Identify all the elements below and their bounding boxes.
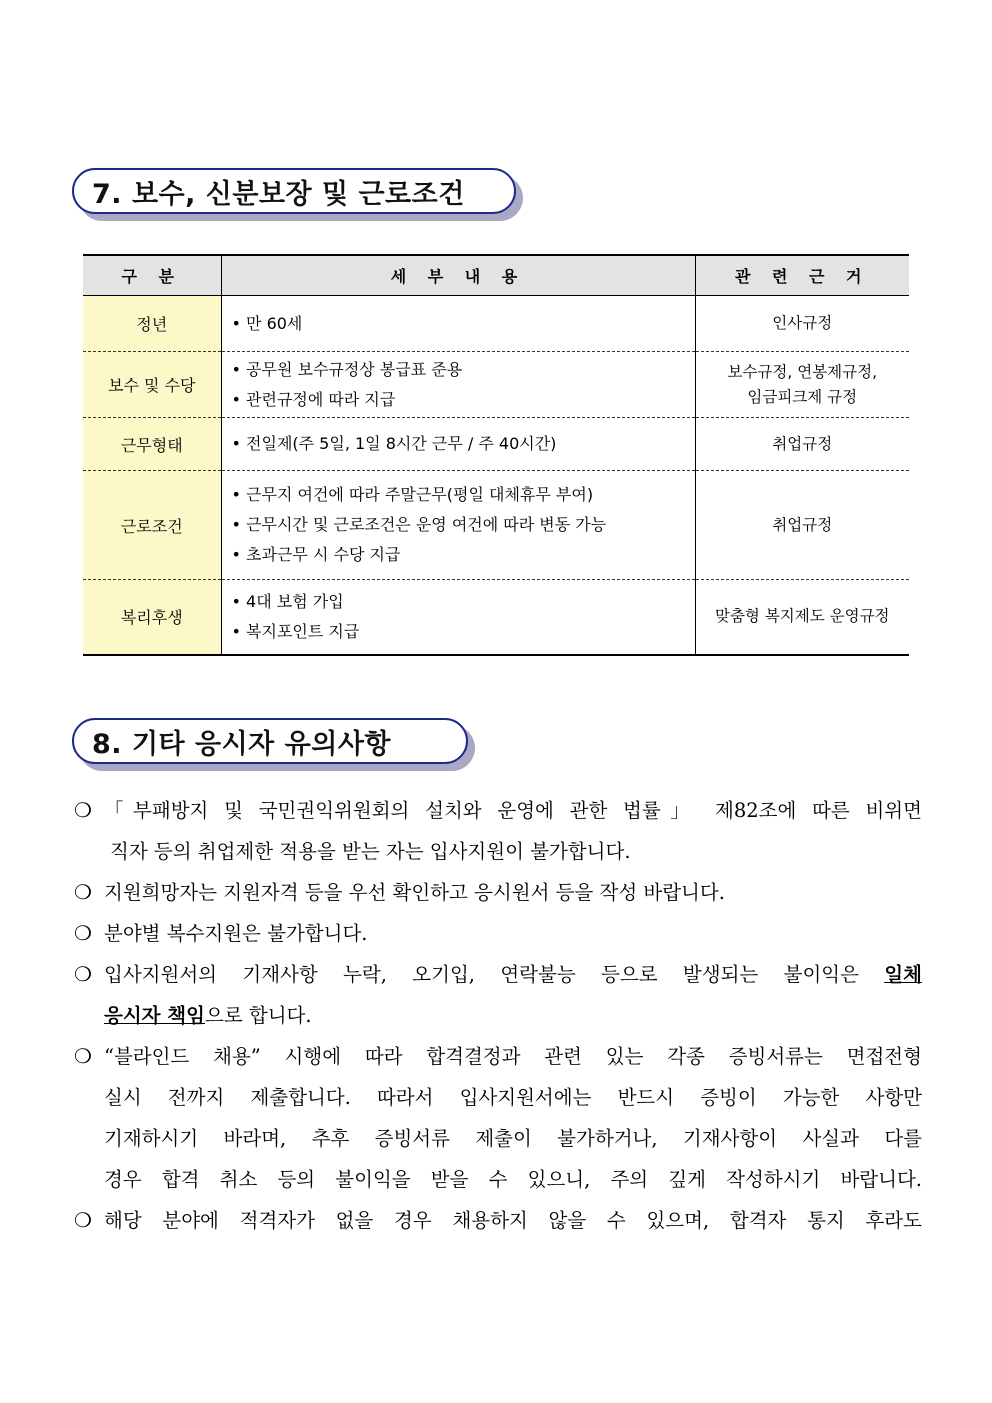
- note-text-emphasis: 응시자 책임: [104, 1004, 205, 1027]
- reference-line: 취업규정: [772, 434, 833, 453]
- detail-line: • 근무지 여건에 따라 주말근무(평일 대체휴무 부여): [232, 480, 694, 510]
- note-line: 지원희망자는 지원자격 등을 우선 확인하고 응시원서 등을 작성 바랍니다.: [104, 881, 725, 904]
- detail-line: • 초과근무 시 수당 지급: [232, 540, 694, 570]
- note-line: 기재하시기 바라며, 추후 증빙서류 제출이 불가하거나, 기재사항이 사실과 다를: [104, 1127, 922, 1150]
- reference-line: 인사규정: [772, 314, 833, 332]
- note-text-emphasis: 일체: [884, 963, 922, 986]
- conditions-table: [83, 254, 909, 656]
- list-item: [74, 913, 922, 954]
- note-line: [104, 995, 922, 1036]
- table-row: [83, 296, 909, 352]
- list-item: [74, 872, 922, 913]
- row-reference: [695, 352, 909, 418]
- note-line: 직자 등의 취업제한 적용을 받는 자는 입사지원이 불가합니다.: [110, 840, 631, 863]
- table-row: [83, 471, 909, 580]
- row-reference: [695, 471, 909, 580]
- notes-list: [74, 790, 922, 1241]
- detail-line: • 복지포인트 지급: [232, 617, 694, 647]
- note-line: 경우 합격 취소 등의 불이익을 받을 수 있으니, 주의 깊게 작성하시기 바랍니다.: [104, 1168, 922, 1191]
- row-reference: [695, 296, 909, 352]
- note-text-plain: 입사지원서의 기재사항 누락, 오기입, 연락불능 등으로 발생되는 불이익은: [104, 963, 885, 986]
- row-category: 근로조건: [83, 471, 221, 580]
- note-text-plain: 으로 합니다.: [204, 1004, 312, 1027]
- detail-line: • 공무원 보수규정상 봉급표 준용: [232, 355, 694, 385]
- detail-line: • 근무시간 및 근로조건은 운영 여건에 따라 변동 가능: [232, 510, 694, 540]
- section-8-title-text: 8. 기타 응시자 유의사항: [92, 728, 391, 760]
- note-line: “블라인드 채용” 시행에 따라 합격결정과 관련 있는 각종 증빙서류는 면접전형: [104, 1045, 922, 1068]
- row-reference: [695, 580, 909, 655]
- section-8-title: [72, 718, 468, 764]
- table-row: [83, 580, 909, 655]
- circle-bullet-icon: ❍: [74, 880, 92, 904]
- row-category: 정년: [83, 296, 221, 352]
- note-line: [104, 954, 922, 995]
- list-item: [74, 1036, 922, 1200]
- reference-line: 취업규정: [772, 515, 833, 534]
- header-reference: 관 련 근 거: [695, 255, 909, 296]
- section-7-title-text: 7. 보수, 신분보장 및 근로조건: [92, 178, 465, 210]
- row-category: 근무형태: [83, 418, 221, 471]
- reference-line: 맞춤형 복지제도 운영규정: [714, 607, 890, 626]
- circle-bullet-icon: ❍: [74, 1208, 92, 1232]
- row-details: [221, 580, 695, 655]
- detail-line: • 관련규정에 따라 지급: [232, 385, 694, 415]
- reference-line: 임금피크제 규정: [747, 387, 858, 406]
- table-header-row: [83, 255, 909, 296]
- table-row: [83, 418, 909, 471]
- circle-bullet-icon: ❍: [74, 1044, 92, 1068]
- circle-bullet-icon: ❍: [74, 962, 92, 986]
- row-category: 보수 및 수당: [83, 352, 221, 418]
- detail-line: • 만 60세: [232, 309, 694, 339]
- header-details: 세 부 내 용: [221, 255, 695, 296]
- note-line: 분야별 복수지원은 불가합니다.: [104, 922, 368, 945]
- row-category: 복리후생: [83, 580, 221, 655]
- list-item: [74, 1200, 922, 1241]
- detail-line: • 전일제(주 5일, 1일 8시간 근무 / 주 40시간): [232, 429, 694, 459]
- note-line: 「부패방지 및 국민권익위원회의 설치와 운영에 관한 법률」 제82조에 따른 비위면: [104, 799, 922, 822]
- row-details: [221, 352, 695, 418]
- row-reference: [695, 418, 909, 471]
- section-7-title: [72, 168, 516, 214]
- header-category: 구 분: [83, 255, 221, 296]
- row-details: [221, 418, 695, 471]
- reference-line: 보수규정, 연봉제규정,: [727, 362, 878, 381]
- row-details: [221, 471, 695, 580]
- circle-bullet-icon: ❍: [74, 798, 92, 822]
- row-details: [221, 296, 695, 352]
- list-item: [74, 954, 922, 1036]
- detail-line: • 4대 보험 가입: [232, 587, 694, 617]
- list-item: [74, 790, 922, 872]
- table-row: [83, 352, 909, 418]
- note-line: 해당 분야에 적격자가 없을 경우 채용하지 않을 수 있으며, 합격자 통지 후라도: [104, 1209, 922, 1232]
- note-line: 실시 전까지 제출합니다. 따라서 입사지원서에는 반드시 증빙이 가능한 사항만: [104, 1086, 922, 1109]
- circle-bullet-icon: ❍: [74, 921, 92, 945]
